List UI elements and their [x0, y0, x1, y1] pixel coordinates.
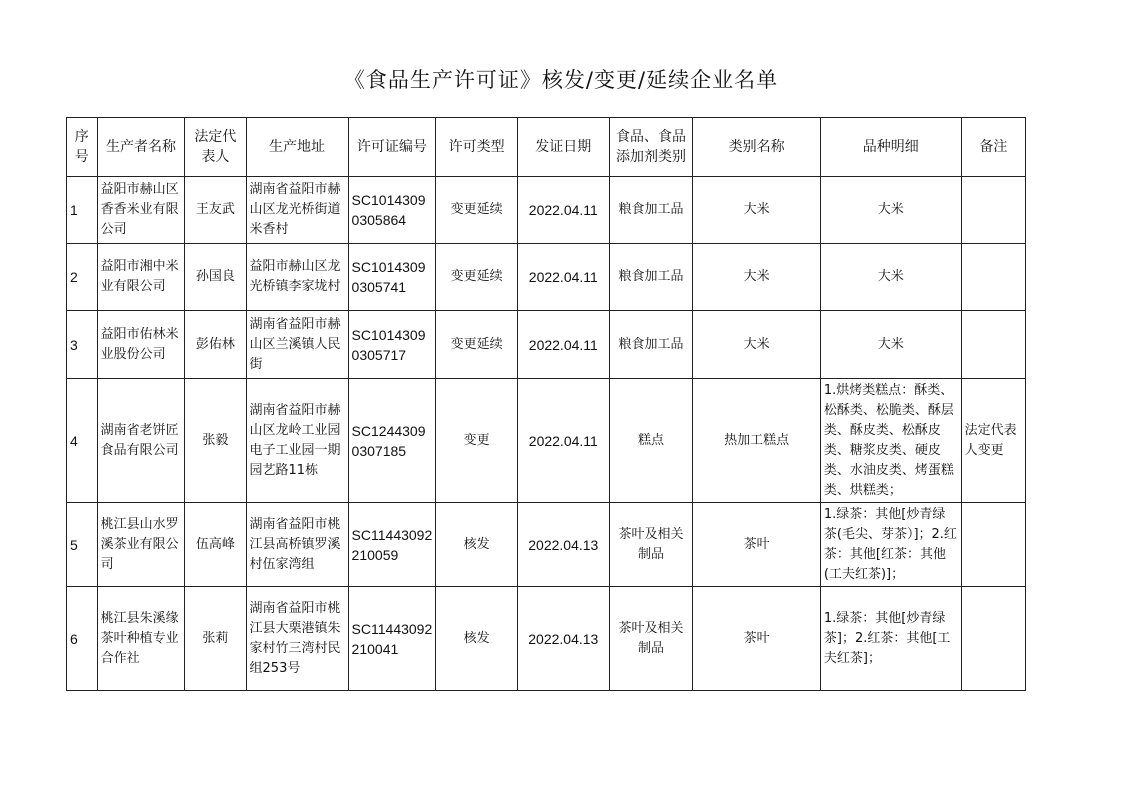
cell-name: 益阳市湘中米业有限公司	[97, 244, 185, 311]
cell-license: SC10143090305741	[348, 244, 436, 311]
cell-date: 2022.04.13	[517, 587, 609, 691]
cell-license: SC11443092210041	[348, 587, 436, 691]
cell-date: 2022.04.13	[517, 503, 609, 587]
cell-category: 茶叶及相关制品	[609, 503, 693, 587]
cell-date: 2022.04.11	[517, 311, 609, 379]
cell-category: 粮食加工品	[609, 244, 693, 311]
cell-note: 法定代表人变更	[961, 379, 1025, 503]
cell-rep: 王友武	[185, 177, 246, 244]
cell-detail: 大米	[820, 244, 961, 311]
cell-rep: 张毅	[185, 379, 246, 503]
table-row	[67, 244, 1026, 311]
cell-class: 大米	[693, 177, 821, 244]
cell-addr: 益阳市赫山区龙光桥镇李家垅村	[246, 244, 348, 311]
cell-license: SC10143090305864	[348, 177, 436, 244]
header-detail: 品种明细	[820, 118, 961, 177]
cell-note	[961, 503, 1025, 587]
cell-no: 1	[67, 177, 98, 244]
cell-license: SC10143090305717	[348, 311, 436, 379]
cell-license: SC11443092210059	[348, 503, 436, 587]
cell-detail: 1.绿茶：其他[炒青绿茶(毛尖、芽茶）]；2.红茶：其他[红茶：其他(工夫红茶)]；	[820, 503, 961, 587]
cell-addr: 湖南省益阳市赫山区龙光桥街道米香村	[246, 177, 348, 244]
header-type: 许可类型	[436, 118, 518, 177]
cell-type: 变更延续	[436, 244, 518, 311]
cell-type: 变更	[436, 379, 518, 503]
header-name: 生产者名称	[97, 118, 185, 177]
cell-addr: 湖南省益阳市桃江县大栗港镇朱家村竹三湾村民组253号	[246, 587, 348, 691]
cell-addr: 湖南省益阳市桃江县高桥镇罗溪村伍家湾组	[246, 503, 348, 587]
table-row	[67, 311, 1026, 379]
cell-category: 糕点	[609, 379, 693, 503]
cell-date: 2022.04.11	[517, 379, 609, 503]
table-row	[67, 503, 1026, 587]
cell-rep: 彭佑林	[185, 311, 246, 379]
cell-class: 茶叶	[693, 587, 821, 691]
cell-name: 桃江县山水罗溪茶业有限公司	[97, 503, 185, 587]
header-no: 序号	[67, 118, 98, 177]
cell-type: 核发	[436, 587, 518, 691]
cell-category: 粮食加工品	[609, 311, 693, 379]
cell-rep: 伍高峰	[185, 503, 246, 587]
header-class: 类别名称	[693, 118, 821, 177]
document-title: 《食品生产许可证》核发/变更/延续企业名单	[343, 68, 779, 92]
cell-no: 6	[67, 587, 98, 691]
cell-class: 大米	[693, 244, 821, 311]
cell-type: 变更延续	[436, 177, 518, 244]
cell-class: 茶叶	[693, 503, 821, 587]
table-row	[67, 587, 1026, 691]
cell-detail: 1.烘烤类糕点：酥类、松酥类、松脆类、酥层类、酥皮类、松酥皮类、糖浆皮类、硬皮类、水油皮类、烤蛋糕类、烘糕类；	[820, 379, 961, 503]
cell-name: 湖南省老饼匠食品有限公司	[97, 379, 185, 503]
cell-detail: 大米	[820, 177, 961, 244]
cell-license: SC12443090307185	[348, 379, 436, 503]
cell-note	[961, 244, 1025, 311]
license-table	[66, 117, 1026, 691]
table-row	[67, 379, 1026, 503]
cell-no: 5	[67, 503, 98, 587]
cell-no: 4	[67, 379, 98, 503]
cell-note	[961, 177, 1025, 244]
cell-date: 2022.04.11	[517, 244, 609, 311]
cell-detail: 大米	[820, 311, 961, 379]
cell-name: 益阳市赫山区香香米业有限公司	[97, 177, 185, 244]
cell-detail: 1.绿茶：其他[炒青绿茶]；2.红茶：其他[工夫红茶]；	[820, 587, 961, 691]
table-row	[67, 177, 1026, 244]
cell-rep: 张莉	[185, 587, 246, 691]
cell-type: 核发	[436, 503, 518, 587]
cell-name: 桃江县朱溪缘茶叶种植专业合作社	[97, 587, 185, 691]
cell-rep: 孙国良	[185, 244, 246, 311]
cell-class: 大米	[693, 311, 821, 379]
header-category: 食品、食品添加剂类别	[609, 118, 693, 177]
header-rep: 法定代表人	[185, 118, 246, 177]
header-addr: 生产地址	[246, 118, 348, 177]
cell-date: 2022.04.11	[517, 177, 609, 244]
header-license: 许可证编号	[348, 118, 436, 177]
cell-addr: 湖南省益阳市赫山区龙岭工业园电子工业园一期园艺路11栋	[246, 379, 348, 503]
cell-no: 2	[67, 244, 98, 311]
header-date: 发证日期	[517, 118, 609, 177]
cell-type: 变更延续	[436, 311, 518, 379]
cell-class: 热加工糕点	[693, 379, 821, 503]
cell-no: 3	[67, 311, 98, 379]
cell-category: 粮食加工品	[609, 177, 693, 244]
cell-addr: 湖南省益阳市赫山区兰溪镇人民街	[246, 311, 348, 379]
cell-category: 茶叶及相关制品	[609, 587, 693, 691]
cell-note	[961, 587, 1025, 691]
table-header-row	[67, 118, 1026, 177]
cell-note	[961, 311, 1025, 379]
header-note: 备注	[961, 118, 1025, 177]
cell-name: 益阳市佑林米业股份公司	[97, 311, 185, 379]
